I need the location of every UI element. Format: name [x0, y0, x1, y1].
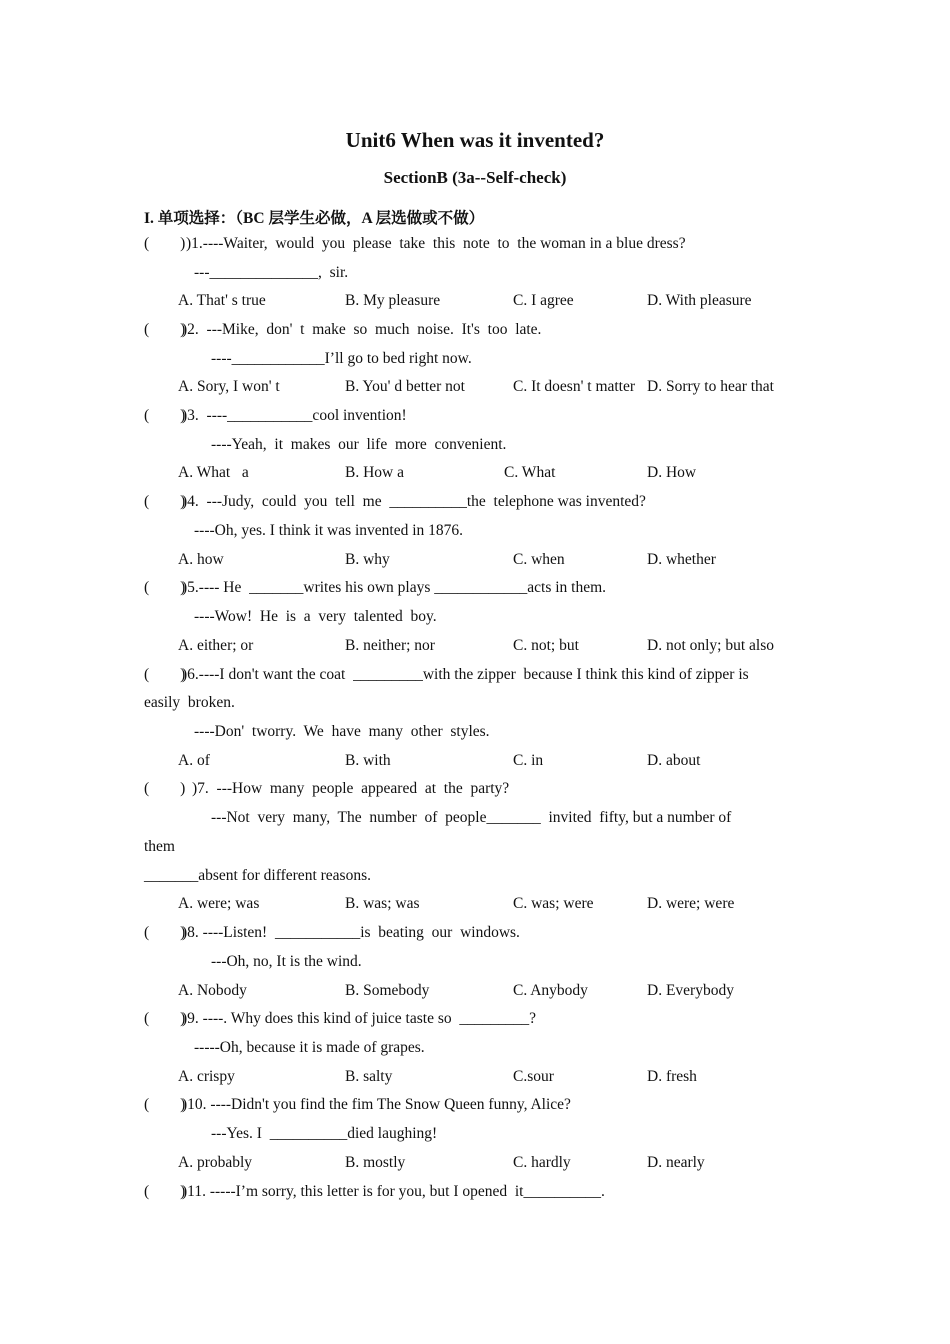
- page-title: Unit6 When was it invented?: [345, 128, 605, 152]
- option-c: C. It doesn' t matter: [513, 378, 636, 395]
- option-c: C. What: [504, 464, 556, 481]
- option-a: A. crispy: [178, 1068, 235, 1085]
- response-text: ----Don' tworry. We have many other styles.: [194, 723, 490, 740]
- option-d: D. nearly: [647, 1154, 705, 1171]
- option-d: D. whether: [647, 551, 716, 568]
- question-text: )4. ---Judy, could you tell me __________the telephone was invented?: [182, 493, 646, 510]
- option-a: A. Sory, I won' t: [178, 378, 280, 395]
- response-text: ---Yes. I __________died laughing!: [211, 1125, 438, 1142]
- question-text: )2. ---Mike, don' t make so much noise. It's too late.: [182, 321, 542, 338]
- answer-blank[interactable]: ( ): [144, 1096, 186, 1113]
- question-text-continued: easily broken.: [144, 694, 235, 711]
- response-text: ----____________I’ll go to bed right now.: [211, 350, 472, 367]
- option-d: D. With pleasure: [647, 292, 752, 309]
- section-heading: I. 单项选择：（BC 层学生必做，A 层选做或不做）: [144, 210, 485, 227]
- option-b: B. How a: [345, 464, 404, 481]
- option-a: A. Nobody: [178, 982, 247, 999]
- response-text-continued: _______absent for different reasons.: [144, 867, 371, 884]
- question-text: )10. ----Didn't you find the fim The Snow Queen funny, Alice?: [182, 1096, 571, 1113]
- option-d: D. not only; but also: [647, 637, 775, 654]
- option-a: A. either; or: [178, 637, 254, 654]
- option-c: C.sour: [513, 1068, 554, 1085]
- question-text: )11. -----I’m sorry, this letter is for you, but I opened it__________.: [182, 1183, 605, 1200]
- option-c: C. Anybody: [513, 982, 588, 999]
- answer-blank[interactable]: ( ): [144, 666, 186, 683]
- option-a: A. of: [178, 752, 210, 769]
- option-b: B. Somebody: [345, 982, 430, 999]
- question-text: )7. ---How many people appeared at the party?: [192, 780, 510, 797]
- option-a: A. What a: [178, 464, 249, 481]
- option-d: D. Sorry to hear that: [647, 378, 774, 395]
- answer-blank[interactable]: ( ): [144, 924, 186, 941]
- option-b: B. with: [345, 752, 391, 769]
- option-b: B. neither; nor: [345, 637, 435, 654]
- option-a: A. That' s true: [178, 292, 266, 309]
- option-d: D. How: [647, 464, 697, 481]
- question-text: )8. ----Listen! ___________is beating our windows.: [182, 924, 520, 941]
- answer-blank[interactable]: ( ): [144, 1010, 186, 1027]
- question-text: )9. ----. Why does this kind of juice taste so _________?: [182, 1010, 536, 1027]
- option-b: B. salty: [345, 1068, 393, 1085]
- response-text: ---Oh, no, It is the wind.: [211, 953, 362, 970]
- response-text-continued: them: [144, 838, 175, 855]
- answer-blank[interactable]: ( ): [144, 780, 186, 797]
- question-text: )6.----I don't want the coat _________with the zipper because I think this kind of zipper is: [182, 666, 749, 683]
- option-c: C. not; but: [513, 637, 579, 654]
- option-b: B. why: [345, 551, 390, 568]
- option-c: C. was; were: [513, 895, 594, 912]
- answer-blank[interactable]: ( ): [144, 493, 186, 510]
- question-text: )3. ----___________cool invention!: [182, 407, 407, 424]
- option-d: D. fresh: [647, 1068, 697, 1085]
- option-c: C. hardly: [513, 1154, 571, 1171]
- response-text: ----Wow! He is a very talented boy.: [194, 608, 437, 625]
- option-b: B. was; was: [345, 895, 420, 912]
- option-c: C. in: [513, 752, 544, 769]
- response-text: ----Oh, yes. I think it was invented in 1876.: [194, 522, 464, 539]
- answer-blank[interactable]: ( ): [144, 321, 186, 338]
- option-d: D. Everybody: [647, 982, 734, 999]
- option-b: B. My pleasure: [345, 292, 441, 309]
- option-b: B. You' d better not: [345, 378, 465, 395]
- response-text: ---Not very many, The number of people_______ invited fifty, but a number of: [211, 809, 732, 826]
- answer-blank[interactable]: ( ): [144, 579, 186, 596]
- page-subtitle: SectionB (3a--Self-check): [383, 168, 567, 187]
- answer-blank[interactable]: ( ): [144, 235, 186, 252]
- answer-blank[interactable]: ( ): [144, 1183, 186, 1200]
- response-text: ----Yeah, it makes our life more convenient.: [211, 436, 507, 453]
- option-a: A. probably: [178, 1154, 253, 1171]
- option-a: A. were; was: [178, 895, 260, 912]
- option-c: C. when: [513, 551, 565, 568]
- option-c: C. I agree: [513, 292, 574, 309]
- response-text: -----Oh, because it is made of grapes.: [194, 1039, 425, 1056]
- question-text: )1.----Waiter, would you please take this note to the woman in a blue dress?: [186, 235, 686, 252]
- option-d: D. were; were: [647, 895, 735, 912]
- answer-blank[interactable]: ( ): [144, 407, 186, 424]
- response-text: ---______________, sir.: [194, 264, 349, 281]
- question-text: )5.---- He _______writes his own plays ____________acts in them.: [182, 579, 607, 596]
- option-a: A. how: [178, 551, 224, 568]
- option-b: B. mostly: [345, 1154, 406, 1171]
- option-d: D. about: [647, 752, 701, 769]
